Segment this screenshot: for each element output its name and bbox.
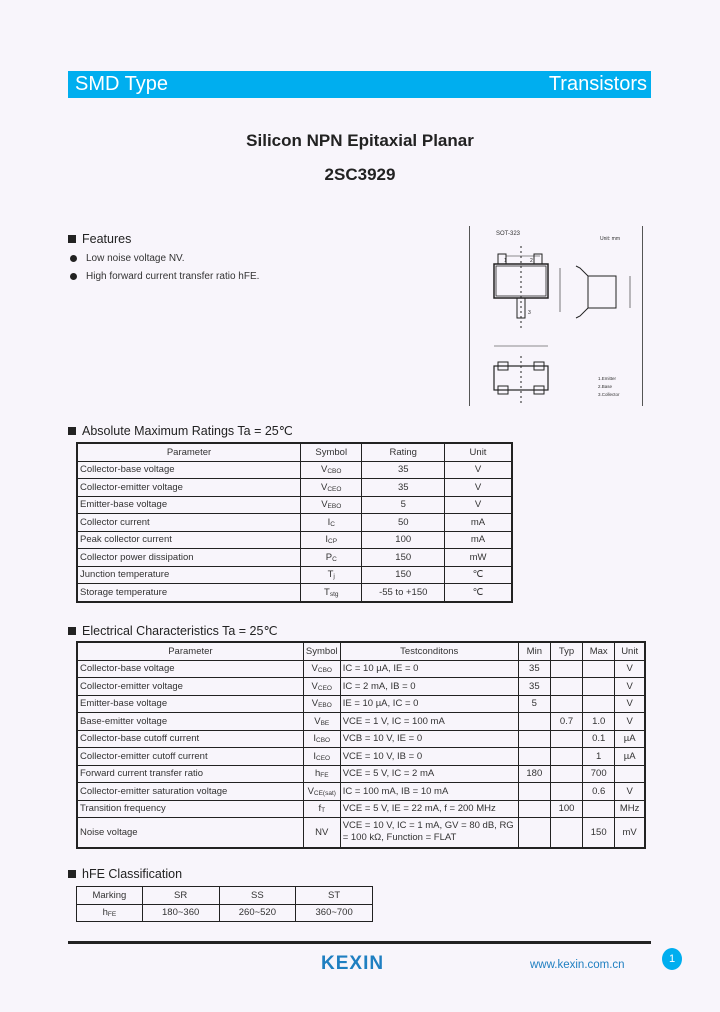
kexin-logo: KEXIN bbox=[321, 953, 385, 974]
table-row: Collector current $I_C$ 50 mA bbox=[77, 514, 512, 532]
table-row: $h_{FE}$ 180~360 260~520 360~700 bbox=[77, 904, 373, 922]
table-header-row: Marking SR SS ST bbox=[77, 887, 373, 905]
table-row: Junction temperature $T_j$ 150 ℃ bbox=[77, 566, 512, 584]
svg-text:SOT-323: SOT-323 bbox=[496, 231, 521, 237]
feature-item: High forward current transfer ratio hFE. bbox=[70, 271, 259, 282]
table-row: Peak collector current $I_{CP}$ 100 mA bbox=[77, 531, 512, 549]
page-number-badge: 1 bbox=[662, 948, 682, 970]
table-row: Storage temperature $T_{stg}$ -55 to +150 ℃ bbox=[77, 584, 512, 602]
table-row: Collector-base voltage $V_{CBO}$ IC = 10 µA, IE = 0 35 V bbox=[77, 660, 645, 678]
hfe-table bbox=[76, 886, 373, 922]
svg-text:3.Collector: 3.Collector bbox=[598, 392, 620, 397]
hfe-heading: hFE Classification bbox=[68, 867, 182, 881]
table-header-row: Parameter Symbol Rating Unit bbox=[77, 443, 512, 461]
table-row: Collector-emitter voltage $V_{CEO}$ IC = 2 mA, IB = 0 35 V bbox=[77, 678, 645, 696]
table-row: Noise voltage NV VCE = 10 V, IC = 1 mA, GV = 80 dB, RG = 100 kΩ, Function = FLAT 150 mV bbox=[77, 818, 645, 848]
square-bullet-icon bbox=[68, 235, 76, 243]
footer-divider bbox=[68, 941, 651, 944]
elec-heading: Electrical Characteristics Ta = 25℃ bbox=[68, 623, 277, 638]
svg-text:1: 1 bbox=[504, 258, 507, 264]
table-row: Collector-emitter saturation voltage $V_{CE(sat)}$ IC = 100 mA, IB = 10 mA 0.6 V bbox=[77, 783, 645, 801]
square-bullet-icon bbox=[68, 870, 76, 878]
svg-text:3: 3 bbox=[528, 310, 531, 316]
feature-item: Low noise voltage NV. bbox=[70, 253, 185, 264]
abs-max-heading: Absolute Maximum Ratings Ta = 25℃ bbox=[68, 423, 293, 438]
table-header-row: Parameter Symbol Testconditons Min Typ Max Unit bbox=[77, 642, 645, 660]
svg-text:Unit: mm: Unit: mm bbox=[600, 236, 620, 242]
table-row: Base-emitter voltage $V_{BE}$ VCE = 1 V, IC = 100 mA 0.7 1.0 V bbox=[77, 713, 645, 731]
doc-title: Silicon NPN Epitaxial Planar bbox=[246, 131, 474, 150]
features-heading: Features bbox=[68, 232, 131, 246]
table-row: Collector-emitter cutoff current $I_{CEO}$ VCE = 10 V, IB = 0 1 µA bbox=[77, 748, 645, 766]
bullet-icon bbox=[70, 255, 77, 262]
header-right: Transistors bbox=[548, 73, 647, 95]
svg-text:1.Emitter: 1.Emitter bbox=[598, 376, 617, 381]
bullet-icon bbox=[70, 273, 77, 280]
svg-text:2.Base: 2.Base bbox=[598, 384, 613, 389]
header-left: SMD Type bbox=[75, 73, 168, 95]
table-row: Collector-emitter voltage $V_{CEO}$ 35 V bbox=[77, 479, 512, 497]
square-bullet-icon bbox=[68, 427, 76, 435]
header-bar bbox=[68, 71, 651, 98]
table-row: Emitter-base voltage $V_{EBO}$ IE = 10 µA, IC = 0 5 V bbox=[77, 695, 645, 713]
table-row: Forward current transfer ratio $h_{FE}$ VCE = 5 V, IC = 2 mA 180 700 bbox=[77, 765, 645, 783]
table-row: Collector power dissipation $P_C$ 150 mW bbox=[77, 549, 512, 567]
square-bullet-icon bbox=[68, 627, 76, 635]
package-outline-drawing bbox=[469, 226, 643, 406]
website-link[interactable]: www.kexin.com.cn bbox=[530, 959, 625, 971]
table-row: Transition frequency $f_T$ VCE = 5 V, IE = 22 mA, f = 200 MHz 100 MHz bbox=[77, 800, 645, 818]
part-number: 2SC3929 bbox=[324, 165, 396, 184]
table-row: Collector-base cutoff current $I_{CBO}$ VCB = 10 V, IE = 0 0.1 µA bbox=[77, 730, 645, 748]
elec-char-table bbox=[76, 641, 646, 849]
abs-max-table bbox=[76, 442, 513, 603]
svg-text:2: 2 bbox=[530, 258, 533, 264]
outline-diagram-icon bbox=[470, 226, 642, 406]
table-row: Collector-base voltage $V_{CBO}$ 35 V bbox=[77, 461, 512, 479]
table-row: Emitter-base voltage $V_{EBO}$ 5 V bbox=[77, 496, 512, 514]
